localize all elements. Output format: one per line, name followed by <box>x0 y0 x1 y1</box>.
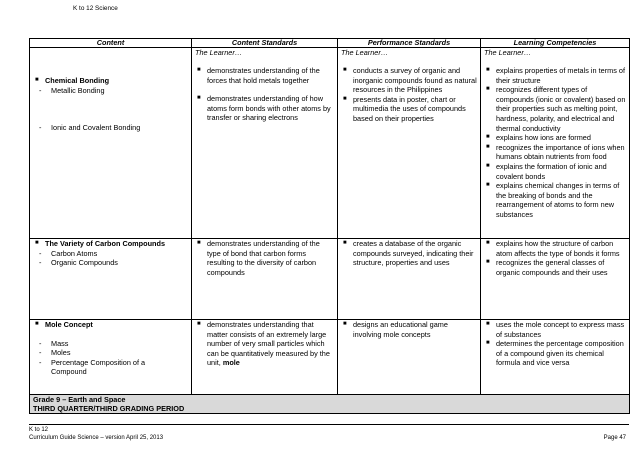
bullet-icon: ■ <box>486 240 490 246</box>
curriculum-table <box>29 38 630 414</box>
content-subtopic: Moles <box>51 348 71 358</box>
standard-item: presents data in poster, chart or multimedia the uses of compounds based on their properties <box>353 94 466 123</box>
competency-item: explains properties of metals in terms of their structure <box>496 66 625 85</box>
bullet-icon: ■ <box>343 240 347 246</box>
bullet-icon: ■ <box>197 95 201 102</box>
learning-competencies-cell <box>481 48 630 239</box>
learning-competencies-cell <box>481 320 630 395</box>
table-row <box>30 48 630 239</box>
content-subtopic: Mass <box>51 338 69 348</box>
content-title: The Variety of Carbon Compounds <box>45 239 166 248</box>
performance-standards-cell <box>338 239 481 320</box>
competency-item: explains how the structure of carbon atom affects the type of bonds it forms <box>496 239 620 258</box>
footer-line1: K to 12 <box>29 427 49 433</box>
header-label: K to 12 Science <box>73 5 118 12</box>
learner-label: The Learner… <box>341 48 389 57</box>
bullet-icon: ■ <box>35 240 39 246</box>
content-subtopic: Metallic Bonding <box>51 85 105 95</box>
table-row <box>30 320 630 395</box>
competency-item: uses the mole concept to express mass of substances <box>496 320 625 339</box>
bullet-icon: ■ <box>486 259 490 266</box>
standard-item: demonstrates understanding that matter consists of an extremely large number of very small particles which can be quantitatively measured by the unit, <box>207 320 330 368</box>
learner-label: The Learner… <box>195 48 243 57</box>
page-number: Page 47 <box>603 435 626 441</box>
table-row <box>30 239 630 320</box>
content-cell: ■ The Variety of Carbon Compounds - Carbon Atoms - Organic Compounds <box>30 239 192 320</box>
bullet-icon: ■ <box>486 134 490 141</box>
performance-standards-cell <box>338 320 481 395</box>
content-title: Mole Concept <box>45 320 93 329</box>
standard-item: demonstrates understanding of the type of bond that carbon forms resulting to the diversity of carbon compounds <box>207 239 320 277</box>
section-row <box>30 395 630 414</box>
competency-item: recognizes the importance of ions when humans obtain nutrients from food <box>496 142 625 162</box>
bullet-icon: ■ <box>197 321 201 327</box>
col-header-content-standards: Content Standards <box>192 39 338 48</box>
section-title: Grade 9 – Earth and Space <box>33 395 126 404</box>
bullet-icon: ■ <box>486 162 490 169</box>
competency-item: determines the percentage composition of a compound given its chemical formula and vice versa <box>496 339 624 368</box>
bullet-icon: ■ <box>486 182 490 189</box>
section-cell <box>30 395 630 414</box>
content-subtopic: Organic Compounds <box>51 258 118 268</box>
standard-item: conducts a survey of organic and inorganic compounds found as natural resources in the Philippines <box>353 66 477 95</box>
content-title: Chemical Bonding <box>45 76 110 85</box>
col-header-content: Content <box>30 39 192 48</box>
learning-competencies-cell <box>481 239 630 320</box>
bullet-icon: ■ <box>486 143 490 150</box>
bullet-icon: ■ <box>486 86 490 93</box>
bullet-icon: ■ <box>343 95 347 102</box>
content-standards-cell <box>192 48 338 239</box>
content-subtopic: Carbon Atoms <box>51 248 98 258</box>
footer-line2: Curriculum Guide Science – version April 25, 2013 <box>29 435 164 441</box>
content-standards-cell <box>192 239 338 320</box>
bullet-icon: ■ <box>35 77 39 83</box>
competency-item: recognizes different types of compounds (ionic or covalent) based on their properties such as melting point, hardness, polarity, and electrical and thermal conductivity <box>496 85 626 133</box>
bullet-icon: ■ <box>343 67 347 73</box>
competency-item: explains chemical changes in terms of the breaking of bonds and the rearrangement of atoms to form new substances <box>496 181 620 219</box>
bullet-icon: ■ <box>343 321 347 327</box>
learner-label: The Learner… <box>484 48 532 57</box>
content-subtopic: Ionic and Covalent Bonding <box>51 123 141 133</box>
standard-item: demonstrates understanding of the forces that hold metals together <box>207 66 320 85</box>
bullet-icon: ■ <box>197 240 201 246</box>
table-header-row <box>30 39 630 48</box>
bullet-icon: ■ <box>35 321 39 327</box>
standard-item-emphasis: mole <box>222 358 240 368</box>
content-subtopic: Percentage Composition of a Compound <box>51 357 146 377</box>
standard-item: creates a database of the organic compounds surveyed, indicating their structure, properties and uses <box>353 239 474 268</box>
col-header-performance-standards: Performance Standards <box>338 39 481 48</box>
competency-item: explains how ions are formed <box>496 133 591 143</box>
section-period: THIRD QUARTER/THIRD GRADING PERIOD <box>33 404 185 413</box>
standard-item: demonstrates understanding of how atoms form bonds with other atoms by transfer or sharing electrons <box>207 94 331 123</box>
content-cell: ■ Chemical Bonding - Metallic Bonding - Ionic and Covalent Bonding <box>30 48 192 239</box>
content-standards-cell <box>192 320 338 395</box>
bullet-icon: ■ <box>197 67 201 73</box>
footer-rule <box>29 424 629 425</box>
standard-item: designs an educational game involving mole concepts <box>353 320 448 339</box>
competency-item: explains the formation of ionic and covalent bonds <box>496 161 607 181</box>
content-cell: ■ Mole Concept - Mass - Moles - Percentage Composition of a Compound <box>30 320 192 395</box>
bullet-icon: ■ <box>486 340 490 347</box>
competency-item: recognizes the general classes of organic compounds and their uses <box>496 258 608 277</box>
col-header-learning-competencies: Learning Competencies <box>481 39 630 48</box>
bullet-icon: ■ <box>486 67 490 73</box>
bullet-icon: ■ <box>486 321 490 327</box>
performance-standards-cell <box>338 48 481 239</box>
